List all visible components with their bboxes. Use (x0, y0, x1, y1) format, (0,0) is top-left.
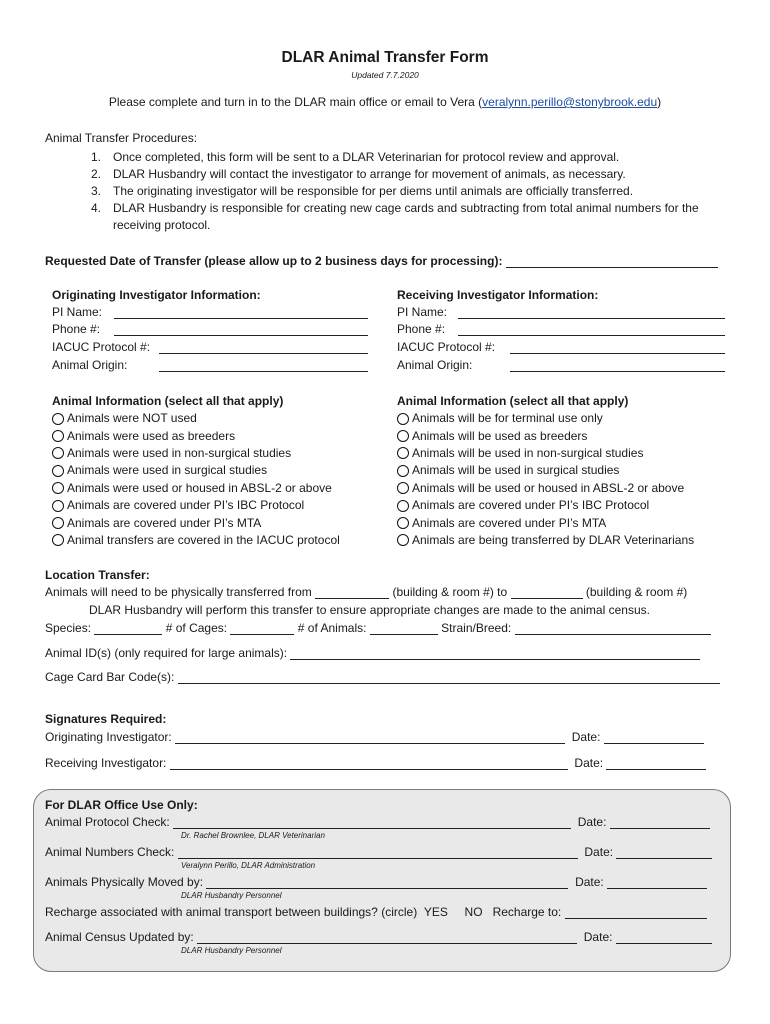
protocol-check-label: Animal Protocol Check: (45, 815, 170, 829)
numbers-check-row (45, 845, 712, 859)
receiving-signature-field[interactable] (170, 757, 568, 770)
option-label: Animals are covered under PI’s IBC Protocol (67, 498, 305, 513)
recharge-row (45, 905, 707, 919)
radio-circle-icon[interactable] (397, 413, 409, 425)
procedure-text: The originating investigator will be responsible for per diems until animals are officially transferred. (113, 184, 634, 198)
numbers-check-date-field[interactable] (616, 846, 712, 859)
receiving-signature-row (45, 756, 706, 770)
checkbox-option[interactable] (52, 514, 340, 531)
checkbox-option[interactable] (397, 427, 694, 444)
originating-title: Originating Investigator Information: (52, 288, 261, 302)
email-link[interactable]: veralynn.perillo@stonybrook.edu (482, 95, 658, 109)
animal-info-left-title: Animal Information (select all that apply) (52, 394, 284, 408)
intro-suffix: ) (657, 95, 662, 109)
radio-circle-icon[interactable] (397, 465, 409, 477)
procedure-number: 1. (91, 150, 102, 164)
procedures-list (91, 149, 713, 234)
field-label: PI Name: (52, 305, 103, 319)
receiving-phone-field[interactable] (458, 335, 725, 336)
strain-label: Strain/Breed: (441, 621, 512, 635)
option-label: Animals are covered under PI’s MTA (67, 515, 262, 530)
receiving-phone-row (397, 322, 725, 339)
protocol-check-row (45, 815, 710, 829)
originating-phone-row (52, 322, 368, 339)
numbers-check-sub: Veralynn Perillo, DLAR Administration (181, 861, 316, 870)
checkbox-option[interactable] (397, 532, 694, 549)
census-sub: DLAR Husbandry Personnel (181, 946, 282, 955)
radio-circle-icon[interactable] (397, 482, 409, 494)
option-label: Animal transfers are covered in the IACUC protocol (67, 532, 340, 547)
field-label: PI Name: (397, 305, 448, 319)
date-label: Date: (583, 930, 613, 944)
originating-signature-row (45, 730, 704, 744)
protocol-check-field[interactable] (173, 816, 571, 829)
moved-by-label: Animals Physically Moved by: (45, 875, 204, 889)
animal-ids-row (45, 646, 700, 660)
procedure-text: DLAR Husbandry will contact the investigator to arrange for movement of animals, as necessary. (113, 167, 626, 181)
procedure-number: 4. (91, 201, 102, 215)
originating-signature-field[interactable] (175, 731, 565, 744)
originating-protocol-field[interactable] (159, 353, 368, 354)
procedure-text: DLAR Husbandry is responsible for creating new cage cards and subtracting from total animal numbers for the receiving protocol. (113, 201, 699, 232)
intro-text (0, 95, 770, 109)
moved-by-field[interactable] (206, 876, 568, 889)
date-label: Date: (574, 756, 604, 770)
option-label: Animals will be for terminal use only (412, 411, 603, 426)
option-label: Animals are covered under PI’s MTA (412, 515, 607, 530)
cage-codes-row (45, 670, 720, 684)
location-to-label: (building & room #) to (392, 585, 508, 599)
checkbox-option[interactable] (52, 410, 340, 427)
radio-circle-icon[interactable] (397, 517, 409, 529)
date-label: Date: (577, 815, 607, 829)
radio-circle-icon[interactable] (52, 447, 64, 459)
census-row (45, 930, 712, 944)
census-field[interactable] (197, 931, 577, 944)
option-label: Animals were used in surgical studies (67, 463, 268, 478)
cages-label: # of Cages: (165, 621, 228, 635)
option-label: Animals were used or housed in ABSL-2 or above (67, 480, 332, 495)
location-line-2: DLAR Husbandry will perform this transfer to ensure appropriate changes are made to the animal census. (89, 603, 650, 617)
originating-origin-row (52, 358, 368, 375)
moved-by-row (45, 875, 707, 889)
option-label: Animals are being transferred by DLAR Veterinarians (412, 532, 695, 547)
receiving-pi-name-row (397, 305, 725, 322)
procedures-title: Animal Transfer Procedures: (45, 131, 198, 145)
radio-circle-icon[interactable] (52, 413, 64, 425)
location-from-label: Animals will need to be physically transferred from (45, 585, 312, 599)
animal-ids-field[interactable] (290, 647, 700, 660)
recharge-question: Recharge associated with animal transport between buildings? (circle) (45, 905, 418, 919)
field-label: Animal Origin: (397, 358, 473, 372)
originating-protocol-row (52, 340, 368, 357)
originating-phone-field[interactable] (114, 335, 368, 336)
checkbox-option[interactable] (397, 445, 694, 462)
procedure-number: 2. (91, 167, 102, 181)
radio-circle-icon[interactable] (397, 430, 409, 442)
signatures-title: Signatures Required: (45, 712, 167, 726)
checkbox-option[interactable] (397, 514, 694, 531)
species-field[interactable] (94, 622, 162, 635)
originating-origin-field[interactable] (159, 371, 368, 372)
procedure-item (91, 183, 713, 200)
recharge-to-field[interactable] (565, 906, 707, 919)
animal-info-right-title: Animal Information (select all that apply) (397, 394, 629, 408)
strain-field[interactable] (515, 622, 711, 635)
census-label: Animal Census Updated by: (45, 930, 194, 944)
form-title: DLAR Animal Transfer Form (281, 49, 489, 66)
moved-by-sub: DLAR Husbandry Personnel (181, 891, 282, 900)
moved-by-date-field[interactable] (607, 876, 707, 889)
field-label: Phone #: (397, 322, 446, 336)
field-label: IACUC Protocol #: (52, 340, 151, 354)
option-label: Animals will be used or housed in ABSL-2 or above (412, 480, 685, 495)
option-label: Animals will be used in non-surgical studies (412, 445, 644, 460)
procedure-number: 3. (91, 184, 102, 198)
cages-field[interactable] (230, 622, 294, 635)
radio-circle-icon[interactable] (397, 534, 409, 546)
location-room-label: (building & room #) (585, 585, 688, 599)
checkbox-option[interactable] (397, 462, 694, 479)
option-label: Animals were used in non-surgical studies (67, 445, 292, 460)
from-building-field[interactable] (315, 586, 389, 599)
checkbox-option[interactable] (52, 497, 340, 514)
location-line-1 (45, 585, 687, 599)
checkbox-option[interactable] (52, 427, 340, 444)
procedure-item (91, 166, 713, 183)
recharge-to-label: Recharge to: (492, 905, 562, 919)
office-title: For DLAR Office Use Only: (45, 798, 198, 812)
receiving-origin-row (397, 358, 725, 375)
requested-date-field[interactable] (506, 255, 718, 268)
option-label: Animals will be used in surgical studies (412, 463, 620, 478)
originating-date-field[interactable] (604, 731, 704, 744)
checkbox-option[interactable] (397, 480, 694, 497)
originating-signature-label: Originating Investigator: (45, 730, 172, 744)
intro-prefix: Please complete and turn in to the DLAR main office or email to Vera ( (108, 95, 483, 109)
radio-circle-icon[interactable] (52, 465, 64, 477)
requested-date-row (45, 254, 718, 268)
radio-circle-icon[interactable] (52, 534, 64, 546)
radio-circle-icon[interactable] (52, 500, 64, 512)
recharge-no[interactable]: NO (464, 905, 483, 919)
option-label: Animals will be used as breeders (412, 428, 588, 443)
receiving-date-field[interactable] (606, 757, 706, 770)
updated-date: Updated 7.7.2020 (351, 70, 419, 80)
radio-circle-icon[interactable] (52, 482, 64, 494)
recharge-yes[interactable]: YES (423, 905, 448, 919)
animal-info-left-list (52, 410, 340, 549)
animal-ids-label: Animal ID(s) (only required for large animals): (45, 646, 288, 660)
receiving-pi-name-field[interactable] (458, 318, 725, 319)
checkbox-option[interactable] (52, 480, 340, 497)
checkbox-option[interactable] (397, 410, 694, 427)
requested-date-label: Requested Date of Transfer (please allow up to 2 business days for processing): (45, 254, 503, 268)
checkbox-option[interactable] (397, 497, 694, 514)
census-date-field[interactable] (616, 931, 712, 944)
date-label: Date: (584, 845, 614, 859)
receiving-protocol-field[interactable] (510, 353, 725, 354)
originating-pi-name-field[interactable] (114, 318, 368, 319)
receiving-origin-field[interactable] (510, 371, 725, 372)
originating-pi-name-row (52, 305, 368, 322)
radio-circle-icon[interactable] (52, 430, 64, 442)
protocol-check-date-field[interactable] (610, 816, 710, 829)
cage-codes-label: Cage Card Bar Code(s): (45, 670, 175, 684)
species-label: Species: (45, 621, 92, 635)
animal-info-right-list (397, 410, 694, 549)
field-label: Phone #: (52, 322, 101, 336)
procedure-item (91, 149, 713, 166)
receiving-signature-label: Receiving Investigator: (45, 756, 167, 770)
animals-label: # of Animals: (297, 621, 367, 635)
location-title: Location Transfer: (45, 568, 150, 582)
date-label: Date: (571, 730, 601, 744)
radio-circle-icon[interactable] (397, 500, 409, 512)
to-building-field[interactable] (511, 586, 583, 599)
field-label: IACUC Protocol #: (397, 340, 496, 354)
animals-field[interactable] (370, 622, 438, 635)
radio-circle-icon[interactable] (52, 517, 64, 529)
checkbox-option[interactable] (52, 462, 340, 479)
numbers-check-field[interactable] (178, 846, 578, 859)
option-label: Animals are covered under PI’s IBC Protocol (412, 498, 650, 513)
receiving-protocol-row (397, 340, 725, 357)
numbers-check-label: Animal Numbers Check: (45, 845, 175, 859)
checkbox-option[interactable] (52, 532, 340, 549)
field-label: Animal Origin: (52, 358, 128, 372)
procedure-text: Once completed, this form will be sent to a DLAR Veterinarian for protocol review and approval. (113, 150, 620, 164)
procedure-item (91, 200, 713, 234)
radio-circle-icon[interactable] (397, 447, 409, 459)
protocol-check-sub: Dr. Rachel Brownlee, DLAR Veterinarian (181, 831, 325, 840)
date-label: Date: (575, 875, 604, 889)
option-label: Animals were NOT used (67, 411, 197, 426)
cage-codes-field[interactable] (178, 671, 720, 684)
option-label: Animals were used as breeders (67, 428, 236, 443)
species-row (45, 621, 711, 635)
receiving-title: Receiving Investigator Information: (397, 288, 599, 302)
checkbox-option[interactable] (52, 445, 340, 462)
